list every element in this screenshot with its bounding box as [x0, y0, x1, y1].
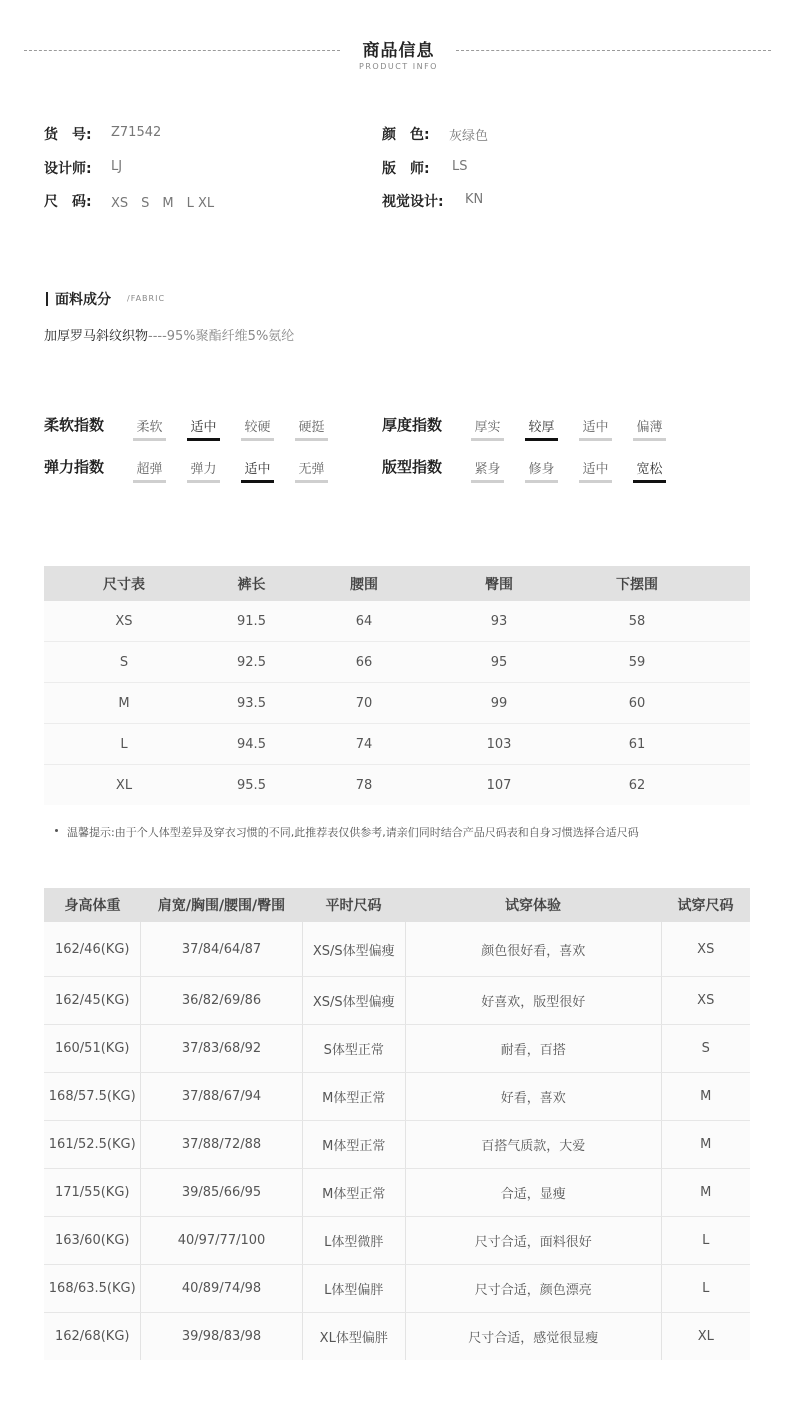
table-cell: 尺寸合适，感觉很显瘦: [406, 1313, 662, 1360]
table-cell: 40/97/77/100: [141, 1217, 302, 1264]
visual-design-value: KN: [465, 192, 484, 207]
table-cell: XS: [697, 993, 715, 1008]
table-cell: L: [120, 736, 128, 752]
table-cell: M体型正常: [303, 1073, 406, 1120]
elasticity-option: 弹力: [187, 458, 220, 483]
table-cell: 74: [355, 736, 373, 752]
thickness-option: 偏薄: [633, 416, 666, 441]
table-row: [44, 1073, 750, 1121]
elasticity-option: 超弹: [133, 458, 166, 483]
fabric-subtitle: /FABRIC: [127, 294, 166, 303]
table-cell: M: [700, 1089, 712, 1104]
table-cell: M体型正常: [303, 1169, 406, 1216]
table-row: [44, 683, 750, 724]
thickness-index-label: 厚度指数: [382, 416, 443, 434]
table-cell: 99: [490, 695, 508, 711]
color-label: 颜 色:: [382, 127, 430, 143]
section-title: 商品信息: [362, 41, 435, 61]
table-cell: M: [700, 1185, 712, 1200]
table-cell: 93.5: [237, 695, 266, 711]
designer-value: LJ: [111, 159, 123, 174]
table-cell: XL: [697, 1329, 714, 1344]
table-cell: M: [700, 1137, 712, 1152]
table-cell: L: [702, 1281, 710, 1296]
table-cell: 39/98/83/98: [141, 1313, 302, 1360]
softness-option: 柔软: [133, 416, 166, 441]
table-cell: 好喜欢，版型很好: [406, 977, 662, 1024]
fit-option: 适中: [579, 458, 612, 483]
table-row: [44, 1313, 750, 1360]
pattern-maker-label: 版 师:: [382, 161, 430, 177]
table-row: [44, 642, 750, 683]
table-cell: 60: [628, 695, 646, 711]
table-cell: M: [118, 695, 130, 711]
column-header: 试穿尺码: [677, 898, 734, 914]
softness-option: 适中: [187, 416, 220, 441]
table-cell: 92.5: [237, 654, 266, 670]
column-header: 尺寸表: [103, 576, 145, 593]
thickness-option: 厚实: [471, 416, 504, 441]
table-row: [44, 1169, 750, 1217]
softness-option: 硬挺: [295, 416, 328, 441]
size-label: 尺 码:: [44, 194, 92, 210]
table-cell: L体型偏胖: [303, 1265, 406, 1312]
column-header: 臀围: [485, 576, 513, 593]
column-header: 裤长: [237, 576, 266, 593]
table-row: [44, 1217, 750, 1265]
table-cell: XL体型偏胖: [303, 1313, 406, 1360]
table-cell: 58: [628, 613, 646, 629]
item-number-label: 货 号:: [44, 127, 92, 143]
table-cell: 40/89/74/98: [141, 1265, 302, 1312]
table-row: [44, 1265, 750, 1313]
table-cell: 103: [486, 736, 512, 752]
table-cell: 61: [628, 736, 646, 752]
designer-label: 设计师:: [44, 161, 92, 177]
table-cell: 尺寸合适，颜色漂亮: [406, 1265, 662, 1312]
column-header: 平时尺码: [325, 898, 382, 914]
table-row: [44, 601, 750, 642]
table-cell: M体型正常: [303, 1121, 406, 1168]
tip-bullet-icon: [55, 829, 58, 832]
fitting-table-body: [44, 922, 750, 1360]
table-cell: S体型正常: [303, 1025, 406, 1072]
table-cell: 162/45(KG): [44, 977, 141, 1024]
table-row: [44, 1025, 750, 1073]
table-cell: 36/82/69/86: [141, 977, 302, 1024]
fabric-title: 面料成分: [55, 292, 111, 308]
table-cell: 好看，喜欢: [406, 1073, 662, 1120]
table-cell: 171/55(KG): [44, 1169, 141, 1216]
table-cell: L: [702, 1233, 710, 1248]
table-cell: XS: [115, 613, 133, 629]
table-cell: 39/85/66/95: [141, 1169, 302, 1216]
visual-design-label: 视觉设计:: [382, 194, 444, 210]
table-row: [44, 977, 750, 1025]
fit-index-label: 版型指数: [382, 458, 443, 476]
table-cell: 168/57.5(KG): [44, 1073, 141, 1120]
fabric-name: 加厚罗马斜纹织物: [44, 329, 149, 344]
size-value: XS S M L XL: [111, 196, 215, 211]
softness-option: 较硬: [241, 416, 274, 441]
table-cell: 107: [486, 777, 512, 793]
fabric-composition: ----95%聚酯纤维5%氨纶: [148, 329, 295, 344]
table-cell: 95: [490, 654, 508, 670]
table-cell: 160/51(KG): [44, 1025, 141, 1072]
table-cell: 91.5: [237, 613, 266, 629]
table-cell: 161/52.5(KG): [44, 1121, 141, 1168]
fit-option: 修身: [525, 458, 558, 483]
table-row: [44, 765, 750, 805]
table-cell: 耐看，百搭: [406, 1025, 662, 1072]
table-cell: 163/60(KG): [44, 1217, 141, 1264]
table-cell: 162/68(KG): [44, 1313, 141, 1360]
elasticity-index-label: 弹力指数: [44, 458, 105, 476]
fit-option: 宽松: [633, 458, 666, 483]
column-header: 腰围: [350, 576, 378, 593]
table-cell: 59: [628, 654, 646, 670]
table-cell: 168/63.5(KG): [44, 1265, 141, 1312]
table-cell: 93: [490, 613, 508, 629]
section-subtitle: PRODUCT INFO: [359, 62, 438, 71]
size-table-header: [44, 566, 750, 601]
table-cell: 62: [628, 777, 646, 793]
table-cell: XL: [115, 777, 133, 793]
fit-option: 紧身: [471, 458, 504, 483]
table-cell: XS/S体型偏瘦: [303, 977, 406, 1024]
table-cell: 37/84/64/87: [141, 922, 302, 976]
item-number-value: Z71542: [111, 125, 162, 140]
size-table: [44, 566, 750, 805]
table-cell: 37/88/67/94: [141, 1073, 302, 1120]
table-cell: 37/88/72/88: [141, 1121, 302, 1168]
column-header: 下摆围: [616, 576, 658, 593]
column-header: 身高体重: [64, 898, 121, 914]
table-cell: L体型微胖: [303, 1217, 406, 1264]
softness-index-label: 柔软指数: [44, 416, 105, 434]
thickness-option: 较厚: [525, 416, 558, 441]
table-cell: 95.5: [237, 777, 266, 793]
color-value: 灰绿色: [449, 129, 489, 144]
table-cell: S: [119, 654, 129, 670]
table-cell: 颜色很好看，喜欢: [406, 922, 662, 976]
elasticity-option: 无弹: [295, 458, 328, 483]
fitting-table-header: [44, 888, 750, 922]
elasticity-option: 适中: [241, 458, 274, 483]
table-cell: XS/S体型偏瘦: [303, 922, 406, 976]
table-cell: 合适，显瘦: [406, 1169, 662, 1216]
size-tip: 温馨提示:由于个人体型差异及穿衣习惯的不同,此推荐表仅供参考,请亲们同时结合产品尺码表和自身习惯选择合适尺码: [67, 826, 639, 839]
table-cell: 37/83/68/92: [141, 1025, 302, 1072]
table-cell: 78: [355, 777, 373, 793]
table-cell: 66: [355, 654, 373, 670]
table-row: [44, 1121, 750, 1169]
table-row: [44, 724, 750, 765]
fabric-description: [44, 325, 294, 344]
fabric-title-bar: [46, 292, 48, 306]
table-row: [44, 922, 750, 977]
column-header: 肩宽/胸围/腰围/臀围: [157, 898, 286, 914]
table-cell: S: [701, 1041, 710, 1056]
table-cell: XS: [697, 941, 715, 957]
pattern-maker-value: LS: [452, 159, 468, 174]
table-cell: 百搭气质款，大爱: [406, 1121, 662, 1168]
table-cell: 尺寸合适，面料很好: [406, 1217, 662, 1264]
table-cell: 70: [355, 695, 373, 711]
table-cell: 162/46(KG): [44, 922, 141, 976]
fitting-table: [44, 888, 750, 1360]
table-cell: 64: [355, 613, 373, 629]
column-header: 试穿体验: [505, 898, 561, 914]
thickness-option: 适中: [579, 416, 612, 441]
table-cell: 94.5: [237, 736, 266, 752]
